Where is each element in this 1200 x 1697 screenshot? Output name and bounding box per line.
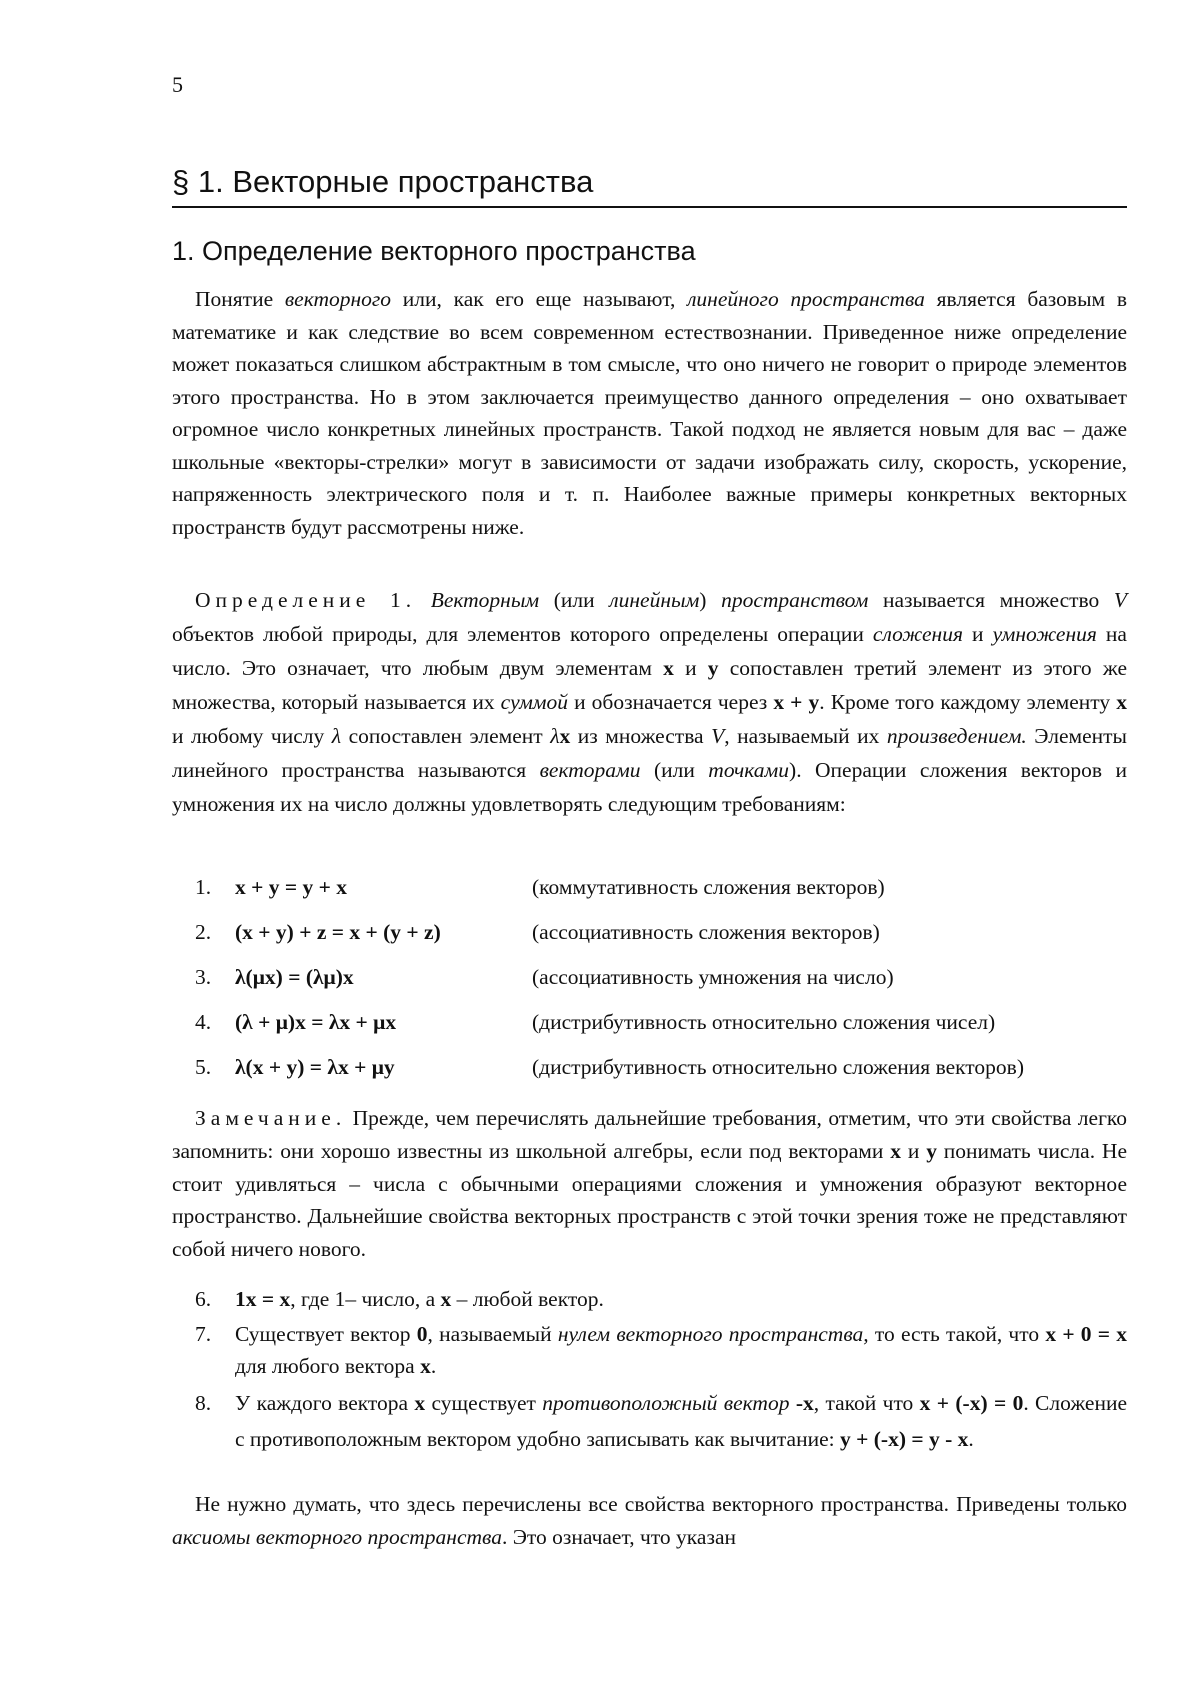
axiom-formula: λ(μx) = (λμ)x (235, 965, 354, 989)
axiom-item-6: 6. 1x = x, где 1– число, а x – любой вектор. (195, 1287, 604, 1311)
axiom-formula: (λ + μ)x = λx + μx (235, 1010, 397, 1034)
axiom-description: (дистрибутивность относительно сложения векторов) (532, 1055, 1024, 1079)
axiom-number: 1. (195, 875, 212, 899)
additional-axioms-list (195, 1283, 1127, 1459)
section-title: § 1. Векторные пространства (172, 162, 1127, 208)
axiom-description: (ассоциативность умножения на число) (532, 965, 894, 989)
axiom-list (195, 875, 1127, 1100)
remark-paragraph: Замечание. Прежде, чем перечислять дальнейшие требования, отметим, что эти свойства легко запомнить: они хорошо известны из школьной алгебры, если под векторами x и y понимать числа. Не стоит удивляться – числа с обычными операциями сложения и умножения образуют векторное пространство. Дальнейшие свойства векторных пространств с этой точки зрения тоже не представляют собой ничего нового. (172, 1106, 1127, 1262)
axiom-item (195, 920, 1127, 965)
axiom-number: 4. (195, 1010, 212, 1034)
axiom-description: (дистрибутивность относительно сложения чисел) (532, 1010, 996, 1034)
axiom-description: (ассоциативность сложения векторов) (532, 920, 880, 944)
subsection-title: 1. Определение векторного пространства (172, 236, 696, 266)
axiom-formula: (x + y) + z = x + (y + z) (235, 920, 441, 944)
axiom-item (195, 875, 1127, 920)
axiom-formula: λ(x + y) = λx + μy (235, 1055, 395, 1079)
intro-paragraph: Понятие векторного или, как его еще называют, линейного пространства является базовым в математике и как следствие во всем современном естествознании. Приведенное ниже определение может показаться слишком абстрактным в том смысле, что оно ничего не говорит о природе элементов этого пространства. Но в этом заключается преимущество данного определения – оно охватывает огромное число конкретных линейных пространств. Такой подход не является новым для вас – даже школьные «векторы-стрелки» могут в зависимости от задачи изображать силу, скорость, ускорение, напряженность электрического поля и т. п. Наиболее важные примеры конкретных векторных пространств будут рассмотрены ниже. (172, 287, 1127, 539)
definition-label: Определение 1. (195, 588, 417, 612)
axiom-number: 3. (195, 965, 212, 989)
axiom-item-7: 7. Существует вектор 0, называемый нулем векторного пространства, то есть такой, что x + 0 = x для любого вектора x. (195, 1321, 1128, 1378)
closing-paragraph: Не нужно думать, что здесь перечислены все свойства векторного пространства. Приведены только аксиомы векторного пространства. Это означает, что указан (172, 1492, 1127, 1549)
axiom-item-8: 8. У каждого вектора x существует противоположный вектор -x, такой что x + (-x) = 0. Сложение с противоположным вектором удобно записывать как вычитание: y + (-x) = y - x. (195, 1390, 1128, 1451)
remark-label: Замечание. (195, 1106, 347, 1130)
axiom-item (195, 1010, 1127, 1055)
axiom-item (195, 1055, 1127, 1100)
axiom-number: 5. (195, 1055, 212, 1079)
axiom-formula: x + y = y + x (235, 875, 348, 899)
definition-paragraph: Определение 1. Векторным (или линейным) пространством называется множество V объектов любой природы, для элементов которого определены операции сложения и умножения на число. Это означает, что любым двум элементам x и y сопоставлен третий элемент из этого же множества, который называется их суммой и обозначается через x + y. Кроме того каждому элементу x и любому числу λ сопоставлен элемент λx из множества V, называемый их произведением. Элементы линейного пространства называются векторами (или точками). Операции сложения векторов и умножения их на число должны удовлетворять следующим требованиям: (172, 588, 1128, 816)
axiom-number: 2. (195, 920, 212, 944)
axiom-item (195, 965, 1127, 1010)
axiom-description: (коммутативность сложения векторов) (532, 875, 885, 899)
page-number: 5 (172, 72, 183, 97)
